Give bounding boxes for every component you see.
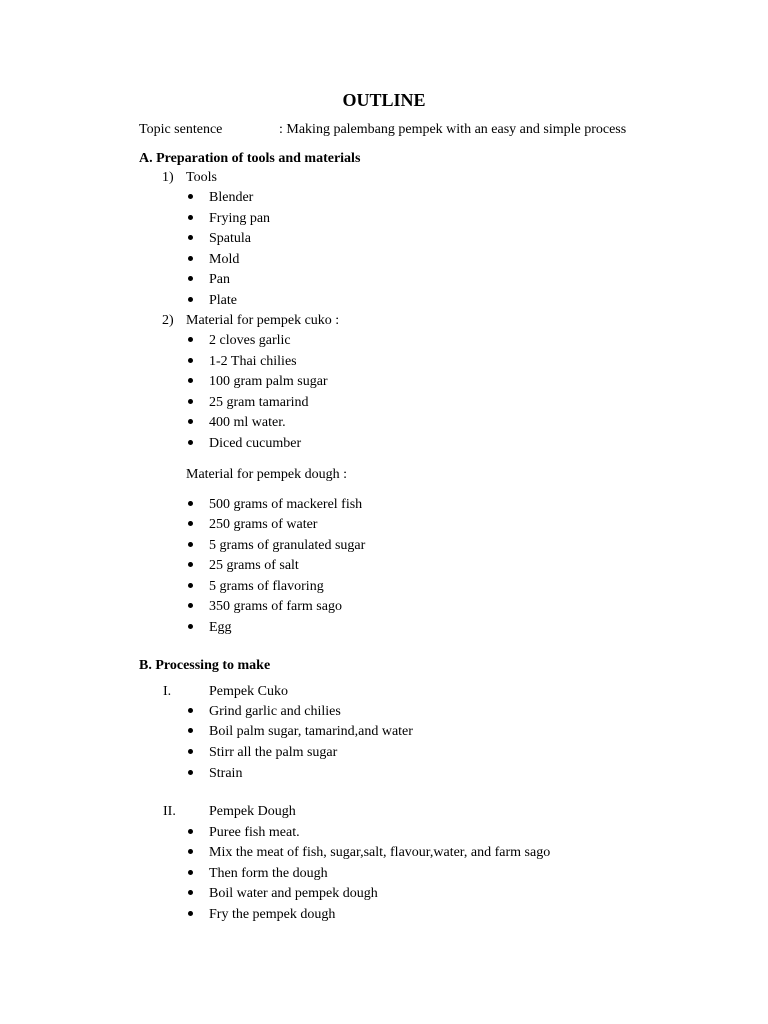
list-item: 2 cloves garlic [209, 333, 291, 348]
list-item: 350 grams of farm sago [209, 599, 342, 614]
list-item: Pan [209, 272, 230, 287]
bullet-icon [188, 440, 193, 445]
list-item: 500 grams of mackerel fish [209, 497, 363, 512]
list-item: Boil water and pempek dough [209, 886, 378, 901]
list-item: Mold [209, 252, 240, 267]
bullet-icon [188, 542, 193, 547]
bullet-icon [188, 603, 193, 608]
bullet-icon [188, 276, 193, 281]
dough-material-label: Material for pempek dough : [186, 467, 347, 482]
bullet-icon [188, 358, 193, 363]
list-item: 5 grams of granulated sugar [209, 538, 366, 553]
tools-label: Tools [186, 170, 217, 185]
bullet-icon [188, 256, 193, 261]
list-item: 1-2 Thai chilies [209, 354, 297, 369]
list-item: Then form the dough [209, 866, 328, 881]
bullet-icon [188, 399, 193, 404]
bullet-icon [188, 501, 193, 506]
bullet-icon [188, 297, 193, 302]
list-item: Spatula [209, 231, 251, 246]
bullet-icon [188, 849, 193, 854]
tools-number: 1) [162, 170, 174, 185]
bullet-icon [188, 215, 193, 220]
dough-process-label: Pempek Dough [209, 804, 296, 819]
bullet-icon [188, 235, 193, 240]
topic-label: Topic sentence [139, 122, 223, 137]
dough-process-numeral: II. [163, 804, 176, 819]
bullet-icon [188, 337, 193, 342]
list-item: 400 ml water. [209, 415, 286, 430]
list-item: Frying pan [209, 211, 271, 226]
list-item: Boil palm sugar, tamarind,and water [209, 724, 413, 739]
bullet-icon [188, 562, 193, 567]
bullet-icon [188, 624, 193, 629]
bullet-icon [188, 829, 193, 834]
page-title: OUTLINE [342, 90, 426, 110]
bullet-icon [188, 378, 193, 383]
list-item: Stirr all the palm sugar [209, 745, 338, 760]
section-b-heading: B. Processing to make [139, 658, 271, 673]
bullet-icon [188, 890, 193, 895]
list-item: Grind garlic and chilies [209, 704, 341, 719]
list-item: 100 gram palm sugar [209, 374, 328, 389]
list-item: Diced cucumber [209, 436, 302, 451]
list-item: Puree fish meat. [209, 825, 300, 840]
bullet-icon [188, 911, 193, 916]
bullet-icon [188, 749, 193, 754]
list-item: 25 gram tamarind [209, 395, 309, 410]
list-item: Egg [209, 620, 232, 635]
list-item: 25 grams of salt [209, 558, 299, 573]
bullet-icon [188, 708, 193, 713]
bullet-icon [188, 728, 193, 733]
cuko-material-number: 2) [162, 313, 174, 328]
list-item: Mix the meat of fish, sugar,salt, flavour,water, and farm sago [209, 845, 551, 860]
bullet-icon [188, 194, 193, 199]
cuko-material-label: Material for pempek cuko : [186, 313, 340, 328]
bullet-icon [188, 521, 193, 526]
bullet-icon [188, 419, 193, 424]
cuko-process-numeral: I. [163, 684, 172, 699]
list-item: Fry the pempek dough [209, 907, 336, 922]
list-item: Strain [209, 766, 243, 781]
list-item: 250 grams of water [209, 517, 318, 532]
section-a-heading: A. Preparation of tools and materials [139, 151, 361, 166]
cuko-process-label: Pempek Cuko [209, 684, 288, 699]
bullet-icon [188, 870, 193, 875]
list-item: Blender [209, 190, 254, 205]
bullet-icon [188, 583, 193, 588]
topic-text: : Making palembang pempek with an easy and simple process [279, 122, 627, 137]
bullet-icon [188, 770, 193, 775]
list-item: 5 grams of flavoring [209, 579, 324, 594]
list-item: Plate [209, 293, 237, 308]
